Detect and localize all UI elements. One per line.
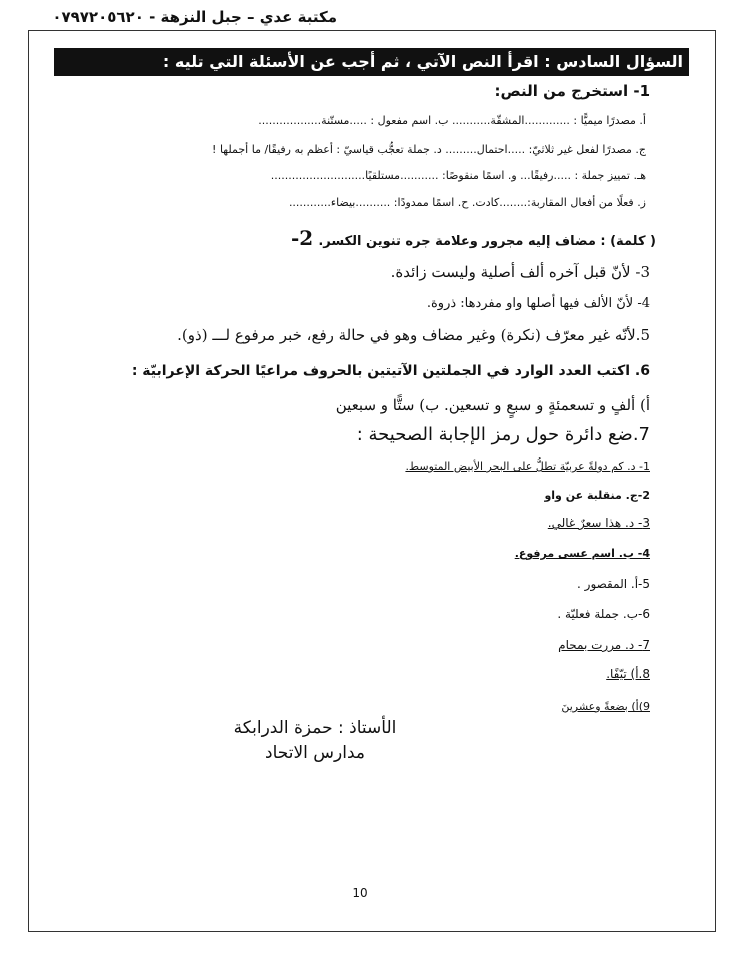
q1-title: 1- استخرج من النص: <box>494 82 650 100</box>
q7-item-2: 2-ج. منقلبة عن واو <box>544 489 650 502</box>
q6-answer: أ) ألفٍ و تسعمئةٍ و سبعٍ و تسعين. ب) ستًّا و سبعين <box>335 396 650 414</box>
q1-row-2: ج. مصدرًا لفعل غير ثلاثيّ: .....احتمال......... د. جملة تعجُّب قياسيّ : أعظم به رفيقًا/ ما أجملها ! <box>212 143 646 156</box>
q7-item-1: 1- د. كم دولةً عربيّة تطلُّ على البحر الأبيض المتوسط. <box>405 460 650 473</box>
q1-row-1: أ. مصدرًا ميميًّا : .............المشقّة........... ب. اسم مفعول : .....مستّنة.................. <box>258 114 646 127</box>
q3-answer: 3- لأنّ قبل آخره ألف أصلية وليست زائدة. <box>390 263 650 281</box>
q7-item-5: 5-أ. المقصور . <box>577 577 650 591</box>
q2-number: 2- <box>290 226 314 250</box>
q7-item-9: 9)أ) بضعةً وعشرينَ <box>561 700 650 713</box>
q7-item-8: 8.أ) تيّفًا. <box>606 667 650 681</box>
q7-item-6: 6-ب. جملة فعليّة . <box>557 607 650 621</box>
page-header: مكتبة عدي – جبل النزهة - ٠٧٩٧٢٠٥٦٢٠ <box>52 8 337 26</box>
question-banner: السؤال السادس : اقرأ النص الآتي ، ثم أجب عن الأسئلة التي تليه : <box>54 48 689 76</box>
teacher-name: الأستاذ : حمزة الدرابكة <box>233 718 397 738</box>
q1-row-3: هـ. تمييز جملة : .....رفيقًا... و. اسمًا منقوصًا: ...........مستلقيًا........................... <box>270 169 646 182</box>
q7-item-4: 4- ب. اسم عسى مرفوع. <box>514 547 650 560</box>
q2-text: ( كلمة) : مضاف إليه مجرور وعلامة جره تنوين الكسر. <box>318 234 656 249</box>
q2-line <box>291 226 656 250</box>
q7-title: 7.ضع دائرة حول رمز الإجابة الصحيحة : <box>356 424 650 445</box>
q5-answer: 5.لأنّه غير معرّف (نكرة) وغير مضاف وهو في حالة رفع، خبر مرفوع لـــ (ذو). <box>177 326 650 344</box>
school-name: مدارس الاتحاد <box>265 743 365 763</box>
page-frame <box>28 30 716 932</box>
q1-row-4: ز. فعلًا من أفعال المقاربة:........كادت. ح. اسمًا ممدودًا: ..........بيضاء............ <box>288 196 646 209</box>
q6-title: 6. اكتب العدد الوارد في الجملتين الآتيتين بالحروف مراعيًا الحركة الإعرابيّة : <box>131 363 650 379</box>
page-number: 10 <box>352 886 368 900</box>
q4-answer: 4- لأنّ الألف فيها أصلها واو مفردها: ذروة. <box>426 296 650 311</box>
q7-item-3: 3- د. هذا سعرٌ غالي. <box>547 516 650 530</box>
q7-item-7: 7- د. مررت بمحام <box>558 638 650 652</box>
